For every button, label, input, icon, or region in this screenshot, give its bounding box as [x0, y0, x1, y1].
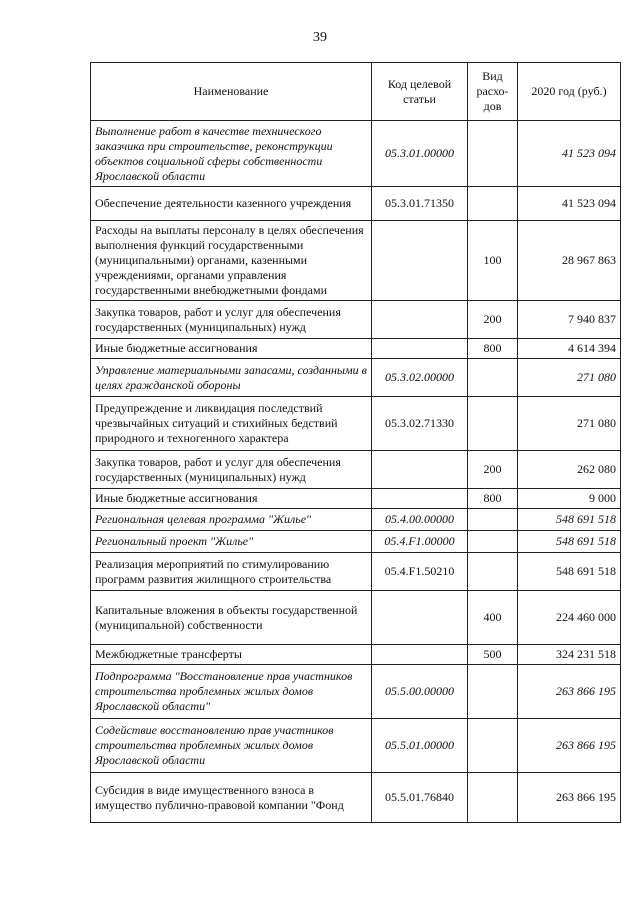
type-cell: 800	[468, 339, 518, 359]
type-cell	[468, 397, 518, 451]
table-row	[91, 509, 621, 531]
table-row	[91, 187, 621, 221]
type-cell	[468, 509, 518, 531]
name-cell: Региональная целевая программа "Жилье"	[91, 509, 372, 531]
code-cell	[372, 645, 468, 665]
sum-cell: 224 460 000	[518, 591, 621, 645]
name-cell: Содействие восстановлению прав участников строительства проблемных жилых домов Ярославской области	[91, 719, 372, 773]
table-row	[91, 121, 621, 187]
name-cell: Подпрограмма "Восстановление прав участников строительства проблемных жилых домов Ярославской области"	[91, 665, 372, 719]
name-cell: Региональный проект "Жилье"	[91, 531, 372, 553]
table-body	[91, 121, 621, 823]
code-cell: 05.3.02.71330	[372, 397, 468, 451]
type-cell	[468, 121, 518, 187]
header-name: Наименование	[91, 63, 372, 121]
name-cell: Иные бюджетные ассигнования	[91, 339, 372, 359]
code-cell: 05.3.01.00000	[372, 121, 468, 187]
sum-cell: 262 080	[518, 451, 621, 489]
code-cell: 05.3.01.71350	[372, 187, 468, 221]
code-cell: 05.4.F1.50210	[372, 553, 468, 591]
header-sum: 2020 год (руб.)	[518, 63, 621, 121]
sum-cell: 263 866 195	[518, 665, 621, 719]
type-cell	[468, 531, 518, 553]
sum-cell: 271 080	[518, 397, 621, 451]
sum-cell: 324 231 518	[518, 645, 621, 665]
table-row	[91, 645, 621, 665]
name-cell: Управление материальными запасами, созданными в целях гражданской обороны	[91, 359, 372, 397]
table-row	[91, 301, 621, 339]
type-cell	[468, 773, 518, 823]
sum-cell: 41 523 094	[518, 121, 621, 187]
sum-cell: 548 691 518	[518, 553, 621, 591]
type-cell: 200	[468, 301, 518, 339]
table-row	[91, 665, 621, 719]
type-cell: 400	[468, 591, 518, 645]
table-row	[91, 553, 621, 591]
type-cell: 800	[468, 489, 518, 509]
name-cell: Закупка товаров, работ и услуг для обеспечения государственных (муниципальных) нужд	[91, 451, 372, 489]
sum-cell: 271 080	[518, 359, 621, 397]
table-header-row	[91, 63, 621, 121]
page-number: 39	[313, 30, 327, 45]
header-type: Вид расхо-дов	[468, 63, 518, 121]
name-cell: Межбюджетные трансферты	[91, 645, 372, 665]
type-cell	[468, 187, 518, 221]
name-cell: Капитальные вложения в объекты государственной (муниципальной) собственности	[91, 591, 372, 645]
type-cell: 500	[468, 645, 518, 665]
code-cell	[372, 451, 468, 489]
code-cell	[372, 221, 468, 301]
name-cell: Выполнение работ в качестве технического заказчика при строительстве, реконструкции объектов социальной сферы собственности Ярославской области	[91, 121, 372, 187]
table-row	[91, 397, 621, 451]
table-row	[91, 451, 621, 489]
code-cell	[372, 591, 468, 645]
table-row	[91, 719, 621, 773]
header-code: Код целевой статьи	[372, 63, 468, 121]
name-cell: Иные бюджетные ассигнования	[91, 489, 372, 509]
table-row	[91, 221, 621, 301]
table-row	[91, 531, 621, 553]
name-cell: Расходы на выплаты персоналу в целях обеспечения выполнения функций государственными (муниципальными) органами, казенными учреждениями, органами управления государственными внебюджетными фондами	[91, 221, 372, 301]
sum-cell: 4 614 394	[518, 339, 621, 359]
sum-cell: 41 523 094	[518, 187, 621, 221]
code-cell: 05.3.02.00000	[372, 359, 468, 397]
code-cell: 05.4.00.00000	[372, 509, 468, 531]
name-cell: Субсидия в виде имущественного взноса в имущество публично-правовой компании "Фонд	[91, 773, 372, 823]
table-row	[91, 489, 621, 509]
name-cell: Реализация мероприятий по стимулированию программ развития жилищного строительства	[91, 553, 372, 591]
code-cell	[372, 339, 468, 359]
sum-cell: 548 691 518	[518, 509, 621, 531]
sum-cell: 7 940 837	[518, 301, 621, 339]
table-row	[91, 591, 621, 645]
name-cell: Обеспечение деятельности казенного учреждения	[91, 187, 372, 221]
name-cell: Закупка товаров, работ и услуг для обеспечения государственных (муниципальных) нужд	[91, 301, 372, 339]
sum-cell: 263 866 195	[518, 773, 621, 823]
type-cell	[468, 553, 518, 591]
sum-cell: 28 967 863	[518, 221, 621, 301]
table-row	[91, 359, 621, 397]
code-cell	[372, 489, 468, 509]
type-cell	[468, 719, 518, 773]
sum-cell: 263 866 195	[518, 719, 621, 773]
sum-cell: 9 000	[518, 489, 621, 509]
code-cell: 05.5.00.00000	[372, 665, 468, 719]
code-cell: 05.5.01.00000	[372, 719, 468, 773]
table-row	[91, 339, 621, 359]
type-cell: 200	[468, 451, 518, 489]
type-cell	[468, 359, 518, 397]
table-row	[91, 773, 621, 823]
code-cell	[372, 301, 468, 339]
type-cell: 100	[468, 221, 518, 301]
sum-cell: 548 691 518	[518, 531, 621, 553]
type-cell	[468, 665, 518, 719]
code-cell: 05.4.F1.00000	[372, 531, 468, 553]
code-cell: 05.5.01.76840	[372, 773, 468, 823]
budget-table	[90, 62, 621, 823]
name-cell: Предупреждение и ликвидация последствий чрезвычайных ситуаций и стихийных бедствий природного и техногенного характера	[91, 397, 372, 451]
